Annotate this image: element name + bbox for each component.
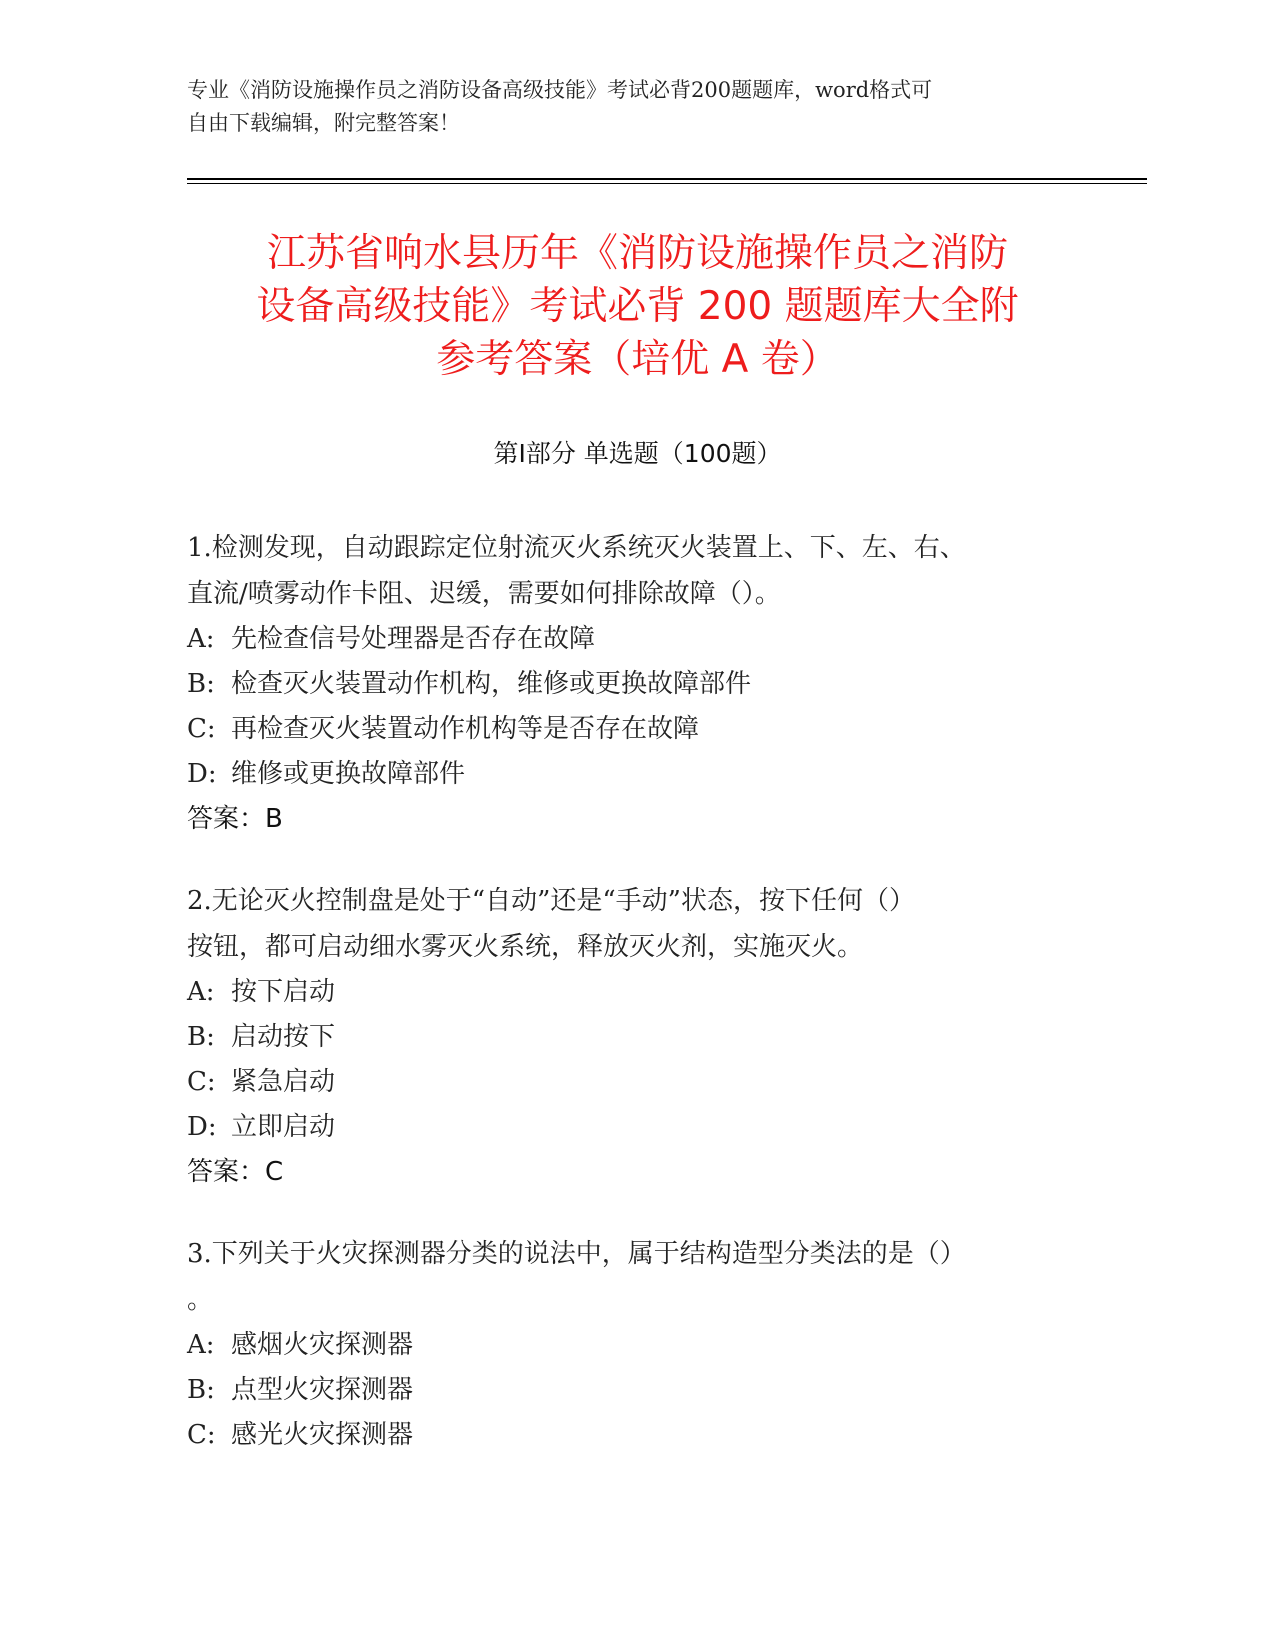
option-key: A:: [187, 1330, 215, 1360]
option-text: 先检查信号处理器是否存在故障: [231, 624, 596, 654]
stem-line: 2.无论灭火控制盘是处于“自动”还是“手动”状态，按下任何（）: [187, 886, 915, 916]
option-text: 再检查灭火装置动作机构等是否存在故障: [231, 714, 700, 744]
question-stem: [187, 878, 1067, 970]
option-d: [187, 752, 1067, 797]
question-1: [187, 525, 1067, 842]
option-list: [187, 617, 1067, 797]
intro-text: [187, 74, 1067, 140]
option-key: A:: [187, 624, 215, 654]
header-divider-thin: [187, 183, 1147, 184]
option-list: [187, 1323, 1067, 1458]
option-c: [187, 707, 1067, 752]
option-key: B:: [187, 1022, 215, 1052]
answer-line: 答案：C: [187, 1157, 284, 1187]
option-a: [187, 617, 1067, 662]
title-line-1: 江苏省响水县历年《消防设施操作员之消防: [266, 231, 1008, 276]
option-text: 紧急启动: [231, 1067, 336, 1097]
title-line-3: 参考答案（培优 A 卷）: [436, 337, 839, 382]
option-text: 维修或更换故障部件: [231, 759, 466, 789]
option-text: 点型火灾探测器: [231, 1375, 414, 1405]
option-key: A:: [187, 977, 215, 1007]
header-divider-thick: [187, 178, 1147, 180]
question-stem: [187, 525, 1067, 617]
title-line-2: 设备高级技能》考试必背 200 题题库大全附: [256, 284, 1019, 329]
option-c: [187, 1060, 1067, 1105]
option-key: C:: [187, 1067, 216, 1097]
option-a: [187, 1323, 1067, 1368]
document-title: [150, 227, 1125, 386]
option-key: B:: [187, 1375, 215, 1405]
option-text: 按下启动: [231, 977, 336, 1007]
intro-line-1: 专业《消防设施操作员之消防设备高级技能》考试必背200题题库，word格式可: [187, 78, 933, 102]
option-text: 感光火灾探测器: [231, 1420, 414, 1450]
option-key: D:: [187, 1112, 217, 1142]
option-key: B:: [187, 669, 215, 699]
option-c: [187, 1413, 1067, 1458]
stem-line: 按钮，都可启动细水雾灭火系统，释放灭火剂，实施灭火。: [187, 932, 864, 962]
option-d: [187, 1105, 1067, 1150]
stem-line: 。: [187, 1285, 214, 1315]
question-list: [187, 525, 1067, 1494]
option-key: C:: [187, 714, 216, 744]
option-text: 检查灭火装置动作机构，维修或更换故障部件: [231, 669, 752, 699]
option-b: [187, 662, 1067, 707]
option-a: [187, 970, 1067, 1015]
option-list: [187, 970, 1067, 1150]
stem-line: 直流/喷雾动作卡阻、迟缓，需要如何排除故障（）。: [187, 579, 781, 609]
stem-line: 1.检测发现，自动跟踪定位射流灭火系统灭火装置上、下、左、右、: [187, 533, 966, 563]
option-b: [187, 1015, 1067, 1060]
question-2: [187, 878, 1067, 1195]
question-stem: [187, 1231, 1067, 1323]
option-text: 立即启动: [231, 1112, 336, 1142]
answer-line: 答案：B: [187, 804, 283, 834]
intro-line-2: 自由下载编辑，附完整答案！: [187, 111, 460, 135]
option-text: 启动按下: [231, 1022, 336, 1052]
option-text: 感烟火灾探测器: [231, 1330, 414, 1360]
option-key: D:: [187, 759, 217, 789]
question-3: [187, 1231, 1067, 1458]
stem-line: 3.下列关于火灾探测器分类的说法中，属于结构造型分类法的是（）: [187, 1239, 966, 1269]
option-b: [187, 1368, 1067, 1413]
section-heading: 第Ⅰ部分 单选题（100题）: [493, 439, 782, 468]
option-key: C:: [187, 1420, 216, 1450]
